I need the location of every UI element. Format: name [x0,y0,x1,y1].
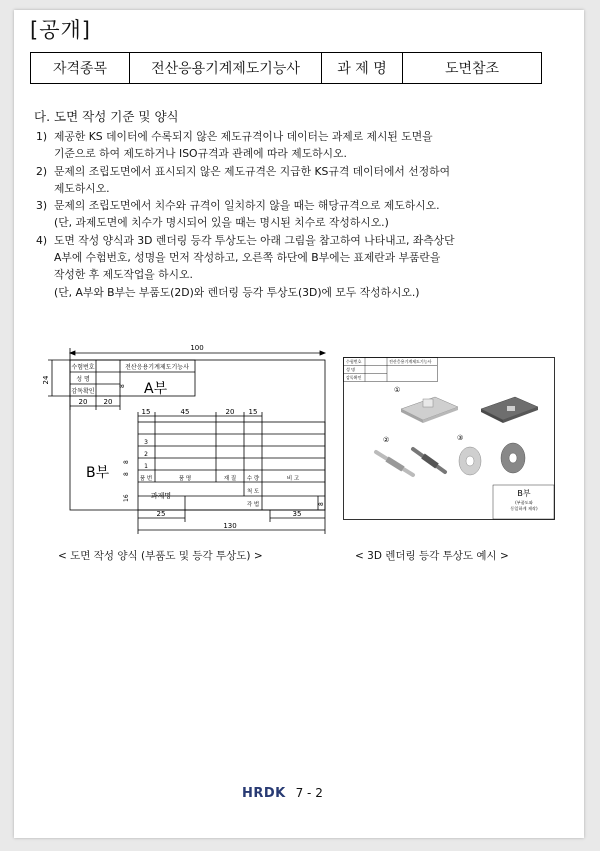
parts-header: 품 명 [178,476,192,482]
part-num-3: ③ [457,434,464,442]
item-line: 문제의 조립도면에서 표시되지 않은 제도규격은 지급한 KS규격 데이터에서 선정하여 [54,164,450,178]
item-number: 3) [36,199,48,213]
item-line: (단, A부와 B부는 부품도(2D)와 렌더링 등각 투상도(3D)에 모두 작성하시오.) [54,285,420,299]
item-number: 2) [36,164,48,178]
r-b-note: (부품도와 [515,500,533,505]
item-line: A부에 수험번호, 성명을 먼저 작성하고, 오른쪽 하단에 B부에는 표제란과 부품란을 [54,251,441,265]
dim-25: 25 [156,510,166,518]
item-number: 1) [36,130,48,143]
dim-15a: 15 [141,408,151,416]
dim-45: 45 [180,408,190,416]
dim-100: 100 [190,344,204,352]
dim-20c: 20 [225,408,235,416]
list-item [36,163,551,198]
public-tag: [공개] [30,18,91,42]
dim-8b: 8 [123,472,130,476]
dim-24: 24 [42,375,50,385]
dim-15b: 15 [248,408,258,416]
row-num: 2 [144,451,148,458]
title-block-name: 과제명 [150,492,172,500]
item-number: 4) [36,233,48,247]
part-num-2: ② [383,436,390,444]
title-block-angle: 각 법 [246,502,260,508]
list-item [36,232,551,301]
a-row-label: 수험번호 [71,364,95,371]
item-line: 도면 작성 양식과 3D 렌더링 등각 투상도는 아래 그림을 참고하여 나타내고, 좌측상단 [54,233,455,247]
dim-130: 130 [223,522,237,530]
drawing-format-figure [40,340,330,535]
parts-header: 품 번 [139,476,153,482]
item-line: (단, 과제도면에 치수가 명시되어 있을 때는 명시된 치수로 작성하시오.) [54,216,389,230]
dim-16: 16 [123,494,130,502]
caption-left: < 도면 작성 양식 (부품도 및 등각 투상도) > [58,550,263,562]
dim-8d: 8 [318,502,325,506]
item-line: 기준으로 하여 제도하거나 ISO규격과 관례에 따라 제도하시오. [54,147,347,161]
item-line: 작성한 후 제도작업을 하시오. [54,268,193,282]
dim-8: 8 [119,384,126,388]
disc-part-dark-render [501,443,525,473]
item-line: 문제의 조립도면에서 치수와 규격이 일치하지 않을 때는 해당규격으로 제도하시오. [54,199,440,213]
dim-8c: 8 [123,460,130,464]
title-block-scale: 척 도 [246,489,260,495]
caption-right: < 3D 렌더링 등각 투상도 예시 > [355,550,509,562]
value-task: 도면참조 [403,53,542,84]
r-a-row: 감독확인 [346,375,362,380]
instruction-list [36,128,551,301]
parts-header: 재 질 [223,476,237,482]
value-qualification: 전산응용기계제도기능사 [130,53,322,84]
list-item [36,128,551,163]
info-table [30,52,542,84]
section-title: 다. 도면 작성 기준 및 양식 [34,109,179,124]
page-footer [242,786,323,801]
disc-part-render [459,447,481,475]
a-label: A부 [144,381,168,397]
r-b-note: 동일하게 제작) [510,506,538,511]
parts-header: 비 고 [286,476,300,482]
parts-header: 수 량 [246,476,260,482]
r-a-title: 전산응용기계제도기능사 [389,359,432,364]
list-item [36,197,551,232]
a-row-label: 성 명 [76,376,90,383]
page-number: 7 - 2 [295,786,323,800]
row-num: 1 [144,463,148,470]
label-qualification: 자격종목 [31,53,130,84]
dim-20a: 20 [78,398,88,406]
r-a-row: 수험번호 [346,359,362,364]
dim-35: 35 [292,510,302,518]
b-label: B부 [86,465,110,481]
r-a-row: 성 명 [346,367,355,372]
label-task: 과 제 명 [322,53,403,84]
dim-20b: 20 [103,398,113,406]
a-row-label: 감독확인 [71,388,95,395]
item-line: 제공한 KS 데이터에 수록되지 않은 제도규격이나 데이터는 과제로 제시된 도면을 [54,130,433,143]
rendering-example-figure [343,357,555,520]
a-title: 전산응용기계제도기능사 [125,364,189,371]
hrdk-logo: HRDK [242,786,286,801]
part-num-1: ① [394,386,401,394]
row-num: 3 [144,439,148,446]
item-line: 제도하시오. [54,181,110,195]
r-b-label: B부 [517,489,531,498]
